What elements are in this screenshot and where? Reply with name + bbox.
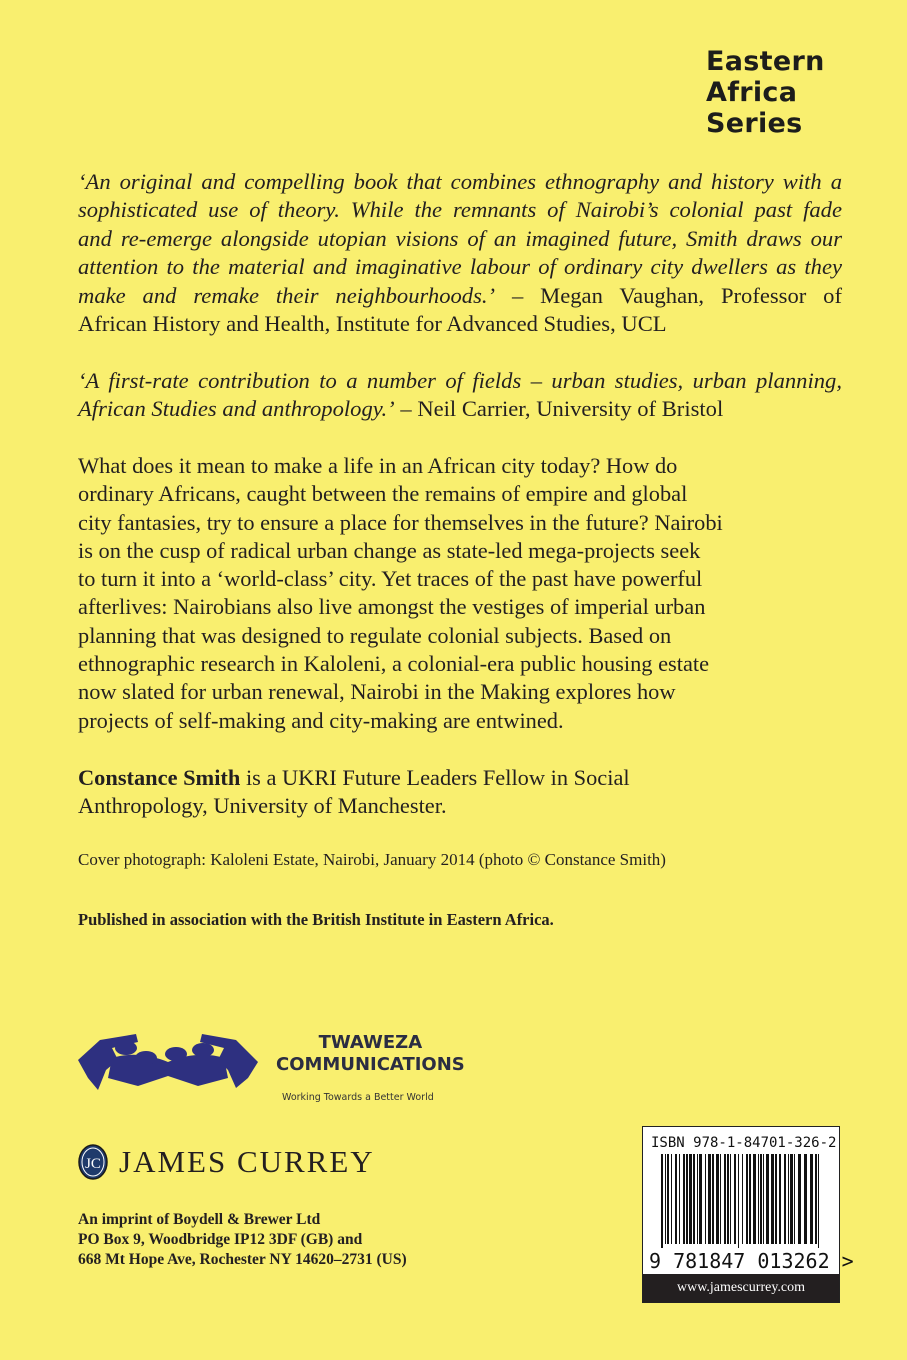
blurb-line: What does it mean to make a life in an African city today? How do — [78, 453, 678, 478]
svg-text:JC: JC — [85, 1156, 101, 1172]
barcode-bar — [771, 1154, 774, 1244]
james-currey-logo-icon — [78, 1144, 108, 1180]
barcode-bar — [798, 1154, 801, 1244]
barcode-bar — [712, 1154, 714, 1244]
twaweza-tagline: Working Towards a Better World — [282, 1092, 434, 1103]
barcode-bar — [730, 1154, 731, 1244]
blurb-line: is on the cusp of radical urban change as state-led mega-projects seek — [78, 537, 701, 563]
barcode-bar — [794, 1154, 795, 1244]
twaweza-name — [276, 1032, 465, 1076]
barcode-bar — [810, 1154, 813, 1244]
barcode-bar — [708, 1154, 711, 1244]
barcode-bar — [815, 1154, 817, 1244]
barcode-bar — [742, 1154, 743, 1244]
blurb-line: city fantasies, try to ensure a place for themselves in the future? Nairobi — [78, 509, 723, 535]
series-title — [706, 46, 825, 139]
barcode-bar — [667, 1154, 669, 1244]
barcode-bar — [784, 1154, 786, 1244]
quote-text: sophisticated use of theory. While the remnants of Nairobi’s colonial past fade — [78, 197, 842, 223]
barcode-bar — [705, 1154, 706, 1244]
review-quote-vaughan — [78, 168, 842, 338]
barcode-bars-icon — [661, 1154, 831, 1248]
twaweza-logo-icon — [78, 1030, 258, 1090]
barcode-bar — [699, 1154, 702, 1244]
barcode-bar — [804, 1154, 807, 1244]
quote-text: African Studies and anthropology.’ — [78, 396, 395, 422]
blurb-line: now slated for urban renewal, Nairobi in the Making explores how — [78, 679, 676, 705]
blurb-line: afterlives: Nairobians also live amongst the vestiges of imperial urban — [78, 594, 706, 620]
series-line: Africa — [706, 77, 798, 108]
barcode-bar — [763, 1154, 764, 1244]
barcode-bar — [779, 1154, 781, 1244]
barcode-bar — [679, 1154, 680, 1244]
author-name: Constance Smith — [78, 765, 241, 790]
barcode-bar — [727, 1154, 729, 1244]
barcode-bar — [753, 1154, 756, 1244]
review-quote-carrier — [78, 367, 842, 424]
barcode-bar — [689, 1154, 692, 1244]
address-line: An imprint of Boydell & Brewer Ltd — [78, 1211, 321, 1228]
publisher-name: JAMES CURREY — [119, 1144, 375, 1179]
barcode-bar — [749, 1154, 751, 1244]
barcode-bar — [788, 1154, 789, 1244]
barcode-bar — [738, 1154, 739, 1248]
blurb-line: ordinary Africans, caught between the remains of empire and global — [78, 481, 688, 507]
quote-attribution: – Megan Vaughan, Professor of — [495, 282, 842, 308]
barcode-bar — [818, 1154, 819, 1248]
isbn-text: ISBN 978-1-84701-326-2 — [651, 1135, 837, 1151]
publisher-url: www.jamescurrey.com — [643, 1274, 839, 1302]
book-blurb — [78, 452, 858, 735]
blurb-line: projects of self-making and city-making are entwined. — [78, 707, 564, 733]
barcode-bar — [697, 1154, 698, 1244]
barcode-bar — [693, 1154, 695, 1244]
twaweza-name-line: TWAWEZA — [318, 1032, 423, 1053]
series-line: Series — [706, 108, 803, 139]
barcode-digits: 9 781847 013262 > — [649, 1249, 854, 1273]
barcode-bar — [790, 1154, 793, 1244]
cover-credit: Cover photograph: Kaloleni Estate, Nairobi, January 2014 (photo © Constance Smith) — [78, 850, 666, 869]
address-line: 668 Mt Hope Ave, Rochester NY 14620–2731 (US) — [78, 1251, 407, 1268]
blurb-line: to turn it into a ‘world-class’ city. Yet traces of the past have powerful — [78, 566, 703, 592]
author-bio-text: Anthropology, University of Manchester. — [78, 793, 447, 819]
barcode-bar — [675, 1154, 677, 1244]
address-line: PO Box 9, Woodbridge IP12 3DF (GB) and — [78, 1231, 363, 1248]
blurb-line: ethnographic research in Kaloleni, a colonial-era public housing estate — [78, 651, 710, 677]
barcode-bar — [746, 1154, 748, 1244]
series-line: Eastern — [706, 46, 825, 77]
author-bio-text: is a UKRI Future Leaders Fellow in Social — [240, 765, 630, 790]
barcode-bar — [724, 1154, 726, 1244]
barcode-bar — [760, 1154, 762, 1244]
blurb-line: planning that was designed to regulate colonial subjects. Based on — [78, 622, 672, 648]
quote-text: ‘An original and compelling book that combines ethnography and history with a — [78, 169, 842, 194]
quote-text: and re-emerge alongside utopian visions of an imagined future, Smith draws our — [78, 225, 842, 251]
barcode-bar — [734, 1154, 736, 1244]
quote-text: ‘A first-rate contribution to a number of fields – urban studies, urban planning, — [78, 368, 842, 393]
quote-text: attention to the material and imaginative labour of ordinary city dwellers as they — [78, 254, 842, 280]
barcode-bar — [758, 1154, 759, 1244]
barcode-bar — [766, 1154, 769, 1244]
quote-text: make and remake their neighbourhoods.’ — [78, 282, 496, 308]
quote-attribution: African History and Health, Institute for Advanced Studies, UCL — [78, 311, 667, 337]
quote-attribution: – Neil Carrier, University of Bristol — [394, 396, 724, 422]
barcode-bar — [686, 1154, 688, 1244]
publisher-address — [78, 1210, 407, 1270]
isbn-barcode — [642, 1126, 854, 1303]
twaweza-name-line: COMMUNICATIONS — [276, 1054, 465, 1075]
barcode-bar — [716, 1154, 719, 1244]
barcode-bar — [775, 1154, 777, 1244]
barcode-bar — [661, 1154, 663, 1248]
association-note: Published in association with the British Institute in Eastern Africa. — [78, 910, 554, 929]
barcode-bar — [671, 1154, 672, 1244]
barcode-bar — [720, 1154, 721, 1244]
barcode-bar — [665, 1154, 666, 1244]
author-bio — [78, 764, 858, 821]
barcode-bar — [683, 1154, 685, 1244]
